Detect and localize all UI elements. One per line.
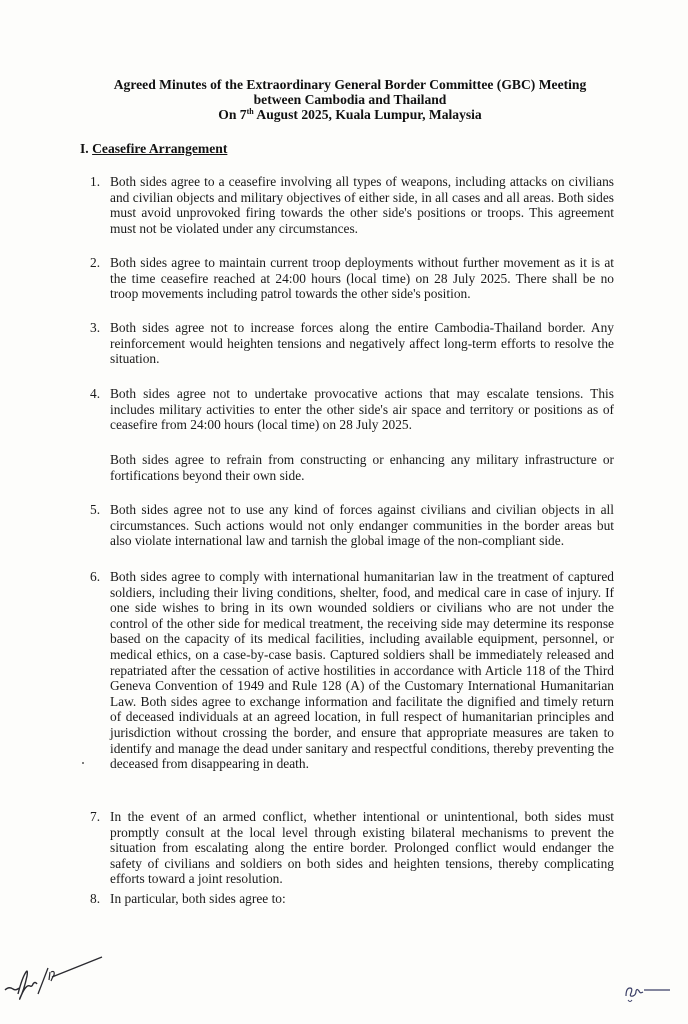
signature-left-icon: [2, 950, 112, 1010]
item-number: 7.: [90, 809, 101, 824]
item-text: Both sides agree to maintain current troop deployments without further movement as it is at the time ceasefire reached at 24:00 hours (local time) on 28 July 2025. There shall be no troop movements including patrol towards the other side's position.: [110, 255, 614, 302]
list-item: [90, 386, 614, 433]
item-number: 6.: [90, 569, 101, 584]
list-item: [90, 569, 614, 772]
list-item: [90, 809, 614, 887]
item-text: Both sides agree not to undertake provocative actions that may escalate tensions. This includes military activities to enter the other side's air space and territory or positions as of ceasefire from 24:00 hours (local time) on 28 July 2025.: [110, 386, 614, 433]
list-item: [90, 320, 614, 367]
item-text: Both sides agree to a ceasefire involving all types of weapons, including attacks on civilians and civilian objects and military objectives of either side, in all cases and all areas. Both sides must avoid unprovoked firing towards the other side's positions or troops. This agreement must not be violated under any circumstances.: [110, 174, 614, 236]
title-line-2: between Cambodia and Thailand: [253, 92, 447, 107]
item-text: In particular, both sides agree to:: [110, 891, 286, 906]
list-item: [90, 891, 614, 907]
list-item-continuation: [90, 452, 614, 483]
item-text: Both sides agree to comply with international humanitarian law in the treatment of captured soldiers, including their living conditions, shelter, food, and medical care in case of injury. If one side wishes to bring in its own wounded soldiers or civilians who are not under the control of the other side for medical treatment, the receiving side may determine its response based on the capacity of its medical facilities, including available equipment, personnel, or medical ethics, on a case-by-case basis. Captured soldiers shall be immediately released and repatriated after the cessation of active hostilities in accordance with Article 118 of the Third Geneva Convention of 1949 and Rule 128 (A) of the Customary International Humanitarian Law. Both sides agree to exchange information and facilitate the dignified and timely return of deceased individuals at an agreed location, in full respect of humanitarian principles and jurisdiction without crossing the border, and ensure that appropriate measures are taken to identify and manage the dead under sanitary and respectful conditions, thereby preventing the deceased from disappearing in death.: [110, 569, 614, 772]
document-title: [60, 77, 640, 122]
title-line-1: Agreed Minutes of the Extraordinary General Border Committee (GBC) Meeting: [113, 77, 587, 92]
item-number: 4.: [90, 386, 101, 401]
list-item: [90, 502, 614, 549]
section-title: Ceasefire Arrangement: [92, 141, 228, 156]
item-text: Both sides agree not to increase forces along the entire Cambodia-Thailand border. Any reinforcement would heighten tensions and negatively affect long-term efforts to resolve the situation.: [110, 320, 614, 367]
list-item: [90, 174, 614, 236]
scan-speck-icon: [80, 760, 86, 766]
item-number: 2.: [90, 255, 101, 270]
item-text: In the event of an armed conflict, whether intentional or unintentional, both sides must promptly consult at the local level through existing bilateral mechanisms to prevent the situation from escalating along the entire border. Prolonged conflict would endanger the safety of civilians and soldiers on both sides and heighten tensions, thereby complicating efforts toward a joint resolution.: [110, 809, 614, 887]
item-number: 5.: [90, 502, 101, 517]
title-date-line: On 7th August 2025, Kuala Lumpur, Malaysia: [218, 107, 482, 122]
signature-right-icon: [618, 978, 678, 1008]
item-text: Both sides agree to refrain from constructing or enhancing any military infrastructure or fortifications beyond their own side.: [110, 452, 614, 483]
item-number: 1.: [90, 174, 101, 189]
section-number: I.: [80, 141, 89, 156]
item-number: 3.: [90, 320, 101, 335]
section-heading: [80, 141, 227, 157]
item-number: 8.: [90, 891, 101, 906]
list-item: [90, 255, 614, 302]
item-text: Both sides agree not to use any kind of forces against civilians and civilian objects in all circumstances. Such actions would not only endanger communities in the border areas but also violate international law and tarnish the global image of the non-compliant side.: [110, 502, 614, 549]
